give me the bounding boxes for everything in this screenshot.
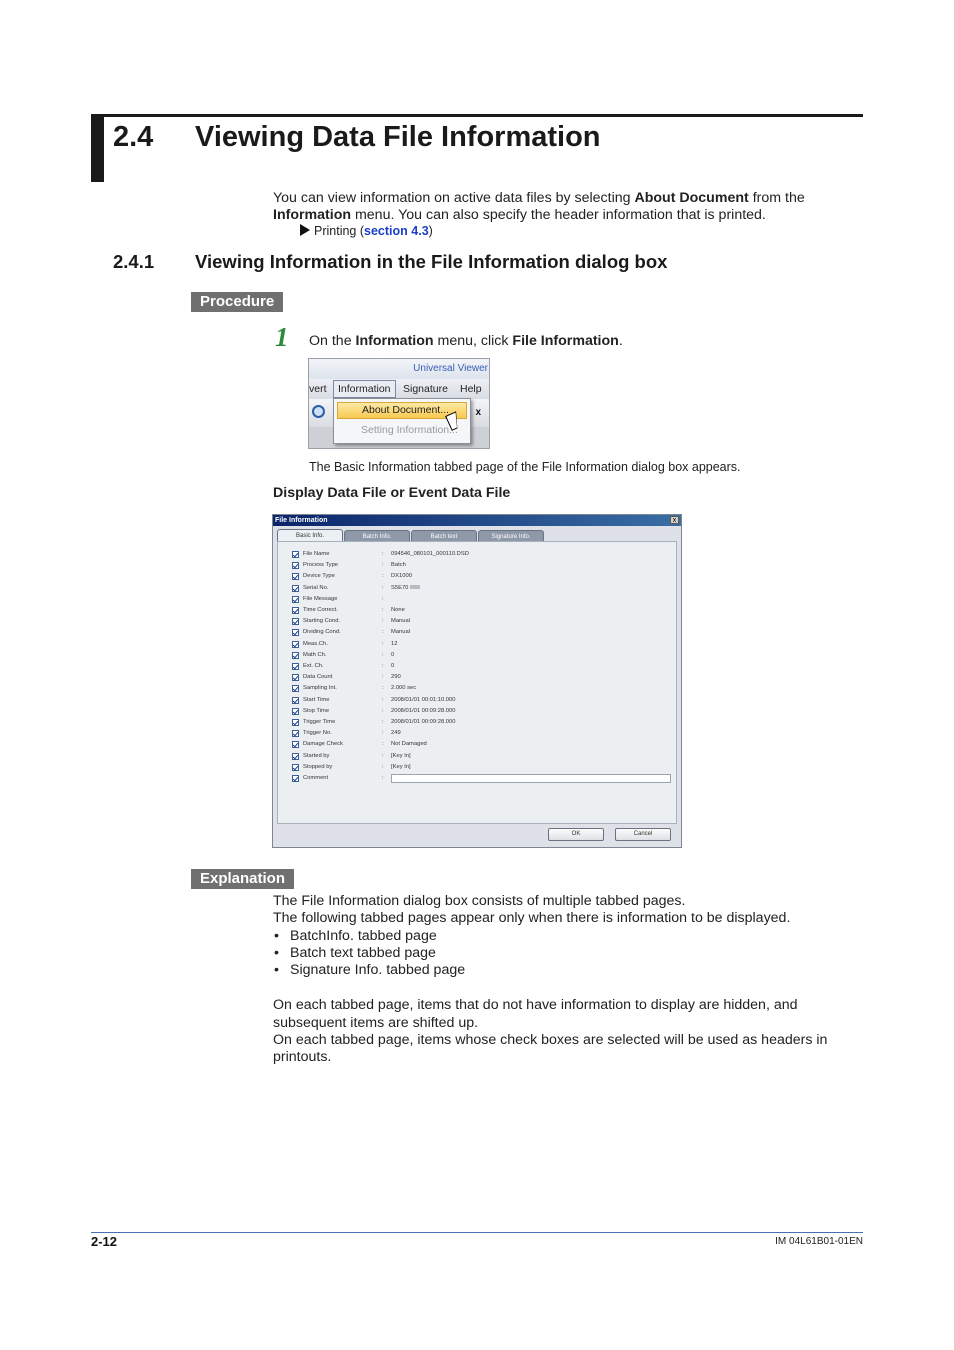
header-checkbox[interactable]: [292, 663, 299, 670]
dialog-row: [278, 639, 678, 650]
ref-suffix: ): [428, 224, 433, 238]
list-item: • BatchInfo. tabbed page: [273, 928, 853, 945]
ref-prefix: Printing (: [314, 224, 365, 238]
row-colon: :: [382, 551, 384, 557]
row-value: 0: [391, 663, 395, 669]
ok-button[interactable]: OK: [548, 828, 604, 841]
list-item: • Signature Info. tabbed page: [273, 962, 853, 979]
dialog-row: [278, 605, 678, 616]
row-colon: :: [382, 573, 384, 580]
step-bold-information: Information: [355, 333, 434, 349]
dialog-row: [278, 560, 678, 571]
row-label: Device Type: [303, 573, 335, 580]
step-text-3: .: [618, 333, 623, 349]
header-checkbox[interactable]: [292, 551, 299, 558]
arrow-right-icon: [300, 224, 310, 236]
row-label: Start Time: [303, 696, 330, 703]
dialog-row: [278, 695, 678, 706]
row-value: Batch: [391, 562, 406, 569]
dialog-row: [278, 762, 678, 773]
caption: The Basic Information tabbed page of the File Information dialog box appears.: [309, 460, 741, 474]
row-value: 249: [391, 730, 401, 737]
dialog-row: [278, 549, 678, 560]
row-value: 2008/01/01 00:01:10.000: [391, 696, 456, 703]
row-colon: :: [382, 663, 384, 669]
row-label: Trigger No.: [303, 730, 332, 737]
row-colon: :: [382, 562, 384, 569]
list-item: • Batch text tabbed page: [273, 945, 853, 962]
document-id: IM 04L61B01-01EN: [775, 1236, 863, 1247]
row-label: Process Type: [303, 562, 339, 569]
header-checkbox[interactable]: [292, 775, 299, 782]
row-label: Dividing Cond.: [303, 629, 341, 636]
step-text: [309, 333, 623, 349]
dialog-row: [278, 717, 678, 728]
dialog-row: [278, 751, 678, 762]
dialog-row: [278, 583, 678, 594]
menu-item-help[interactable]: Help: [460, 383, 482, 395]
header-checkbox[interactable]: [292, 596, 299, 603]
header-checkbox[interactable]: [292, 652, 299, 659]
row-label: Ext. Ch.: [303, 663, 324, 669]
section-number: 2.4: [113, 121, 154, 153]
subsection-title: Viewing Information in the File Information dialog box: [195, 251, 668, 272]
dialog-row: [278, 594, 678, 605]
header-checkbox[interactable]: [292, 641, 299, 648]
redacted-serial: [410, 585, 420, 589]
row-colon: :: [382, 752, 384, 759]
header-checkbox[interactable]: [292, 629, 299, 636]
menu-screenshot: [308, 358, 490, 449]
menu-setting-information[interactable]: Setting Information...: [361, 424, 458, 436]
header-checkbox[interactable]: [292, 618, 299, 625]
header-checkbox[interactable]: [292, 674, 299, 681]
row-label: Comment: [303, 775, 329, 781]
row-value: Not Damaged: [391, 741, 427, 748]
cancel-button[interactable]: Cancel: [615, 828, 671, 841]
row-value: Manual: [391, 629, 411, 636]
dialog-row: [278, 739, 678, 750]
menu-item-convert[interactable]: vert: [309, 383, 327, 395]
intro-paragraph: [273, 190, 853, 224]
dialog-row: [278, 683, 678, 694]
explanation-paragraph-2: The following tabbed pages appear only when there is information to be displayed.: [273, 910, 791, 927]
tab-batch-text[interactable]: Batch text: [411, 530, 477, 542]
row-label: Serial No.: [303, 584, 329, 591]
header-checkbox[interactable]: [292, 719, 299, 726]
step-number: 1: [275, 322, 289, 352]
row-colon: :: [382, 607, 384, 613]
intro-text-2: from the: [748, 190, 805, 206]
row-value: 290: [391, 674, 401, 681]
row-colon: :: [382, 640, 384, 647]
row-colon: :: [382, 741, 384, 748]
explanation-paragraph-4: On each tabbed page, items whose check boxes are selected will be used as headers in printouts.: [273, 1032, 828, 1066]
row-colon: :: [382, 685, 384, 692]
row-value: S5E70: [391, 584, 409, 591]
row-value: [Key In]: [391, 763, 411, 770]
header-checkbox[interactable]: [292, 730, 299, 737]
step-text-2: menu, click: [433, 333, 513, 349]
header-checkbox[interactable]: [292, 764, 299, 771]
dialog-row: [278, 627, 678, 638]
dialog-row: [278, 728, 678, 739]
tab-signature-info[interactable]: Signature Info.: [478, 530, 544, 542]
row-label: Trigger Time: [303, 719, 336, 725]
page-number: 2-12: [91, 1234, 118, 1249]
tab-batch-info[interactable]: Batch Info.: [344, 530, 410, 542]
app-titlebar: [309, 359, 489, 379]
row-label: Math Ch.: [303, 651, 327, 658]
row-value: Manual: [391, 618, 411, 625]
row-value: [Key In]: [391, 752, 411, 759]
row-label: Data Count: [303, 674, 333, 681]
subsection-number: 2.4.1: [113, 251, 155, 272]
header-checkbox[interactable]: [292, 562, 299, 569]
header-checkbox[interactable]: [292, 753, 299, 760]
row-colon: :: [382, 595, 384, 602]
header-checkbox[interactable]: [292, 741, 299, 748]
row-label: Stopped by: [303, 763, 333, 770]
header-checkbox[interactable]: [292, 573, 299, 580]
row-label: Stop Time: [303, 707, 330, 714]
explanation-body: [273, 893, 853, 1067]
dialog-close-button[interactable]: x: [670, 516, 679, 524]
row-colon: :: [382, 763, 384, 770]
menu-item-signature[interactable]: Signature: [403, 383, 448, 395]
row-colon: :: [382, 775, 384, 781]
header-checkbox[interactable]: [292, 685, 299, 692]
row-colon: :: [382, 618, 384, 625]
menu-about-document[interactable]: About Document...: [337, 402, 467, 419]
header-checkbox[interactable]: [292, 708, 299, 715]
row-value: None: [391, 607, 405, 613]
row-colon: :: [382, 584, 384, 591]
comment-input[interactable]: [391, 774, 671, 783]
intro-text-3: menu. You can also specify the header information that is printed.: [351, 207, 766, 223]
app-title: Universal Viewer: [413, 363, 488, 374]
dialog-row: [278, 616, 678, 627]
row-colon: :: [382, 651, 384, 658]
row-colon: :: [382, 674, 384, 681]
tab-basic-info[interactable]: Basic Info.: [277, 529, 343, 542]
row-value: 094546_080101_000110.DSD: [391, 551, 469, 557]
row-value: 2008/01/01 00:09:28.000: [391, 719, 456, 725]
section-title: Viewing Data File Information: [195, 121, 601, 153]
section-link[interactable]: section 4.3: [364, 224, 429, 238]
row-label: Time Correct.: [303, 607, 338, 613]
row-label: Damage Check: [303, 741, 343, 748]
file-information-dialog: [272, 514, 682, 848]
row-colon: :: [382, 696, 384, 703]
step-bold-file-information: File Information: [512, 333, 619, 349]
explanation-tag: Explanation: [191, 869, 294, 889]
footer-rule: [91, 1232, 863, 1233]
section-rule: [104, 114, 863, 117]
dialog-title: File Information: [273, 515, 681, 526]
row-value: 2008/01/01 00:09:28.000: [391, 707, 456, 714]
tab-list: [273, 928, 853, 980]
intro-bold-information: Information: [273, 207, 352, 223]
dialog-row: [278, 661, 678, 672]
header-checkbox[interactable]: [292, 585, 299, 592]
row-value: 12: [391, 640, 398, 647]
procedure-tag: Procedure: [191, 292, 283, 312]
row-value: 0: [391, 651, 395, 658]
intro-bold-about-document: About Document: [634, 190, 749, 206]
menubar: [309, 379, 489, 399]
display-heading: Display Data File or Event Data File: [273, 485, 511, 501]
row-label: Sampling Int.: [303, 685, 337, 692]
header-checkbox[interactable]: [292, 697, 299, 704]
close-icon[interactable]: x: [475, 407, 481, 418]
dialog-row: [278, 773, 678, 784]
section-bar: [91, 114, 104, 182]
magnifier-icon[interactable]: [312, 405, 325, 418]
step-text-1: On the: [309, 333, 356, 349]
cross-reference: [300, 224, 433, 238]
row-label: Meas.Ch.: [303, 640, 328, 647]
row-colon: :: [382, 629, 384, 636]
row-value: 2.000 sec: [391, 685, 417, 692]
row-colon: :: [382, 707, 384, 714]
row-label: File Name: [303, 551, 330, 557]
dialog-row: [278, 650, 678, 661]
intro-text-1: You can view information on active data files by selecting: [273, 190, 635, 206]
dialog-row: [278, 672, 678, 683]
explanation-paragraph-1: The File Information dialog box consists of multiple tabbed pages.: [273, 893, 686, 909]
menu-item-information[interactable]: Information: [333, 380, 396, 398]
row-label: Starting Cond.: [303, 618, 341, 625]
row-label: File Message: [303, 595, 338, 602]
dialog-row: [278, 706, 678, 717]
header-checkbox[interactable]: [292, 607, 299, 614]
basic-info-panel: [277, 541, 677, 824]
row-colon: :: [382, 730, 384, 737]
explanation-paragraph-3: On each tabbed page, items that do not have information to display are hidden, and subsequent items are shifted up.: [273, 997, 798, 1031]
row-colon: :: [382, 719, 384, 725]
row-label: Started by: [303, 752, 330, 759]
row-value: DX1000: [391, 573, 412, 580]
dialog-row: [278, 571, 678, 582]
